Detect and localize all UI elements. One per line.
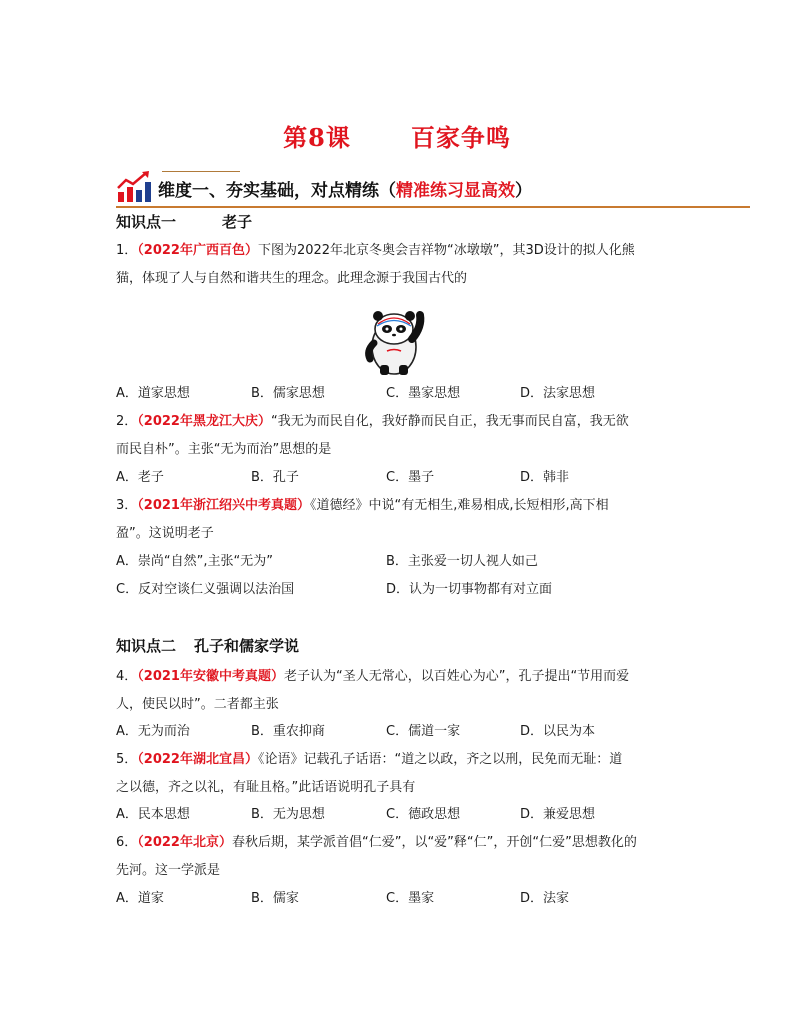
question-6-option-a: A．道家 [116,891,164,906]
question-1-option-b: B．儒家思想 [251,386,325,401]
question-1-option-a: A．道家思想 [116,386,190,401]
question-4-line-2: 人，使民以时”。二者都主张 [116,697,279,712]
bar-chart-trend-icon [116,170,152,204]
question-2-option-a: A．老子 [116,470,164,485]
question-6-option-c: C．墨家 [386,891,435,906]
question-4-line-1: 4．（2021年安徽中考真题）老子认为“圣人无常心，以百姓心为心”，孔子提出“节用而爱 [116,669,630,684]
question-4-option-c: C．儒道一家 [386,724,461,739]
dimension-rule [116,206,750,208]
question-3-option-b: B．主张爱一切人视人如己 [386,554,538,569]
question-5-option-c: C．德政思想 [386,807,461,822]
question-5-option-d: D．兼爱思想 [520,807,596,822]
lesson-title [0,118,794,153]
question-2-option-c: C．墨子 [386,470,435,485]
question-1-option-d: D．法家思想 [520,386,596,401]
lesson-name: 百家争鸣 [410,123,511,152]
question-3-line-2: 盈”。这说明老子 [116,526,214,541]
question-2-line-1: 2．（2022年黑龙江大庆）“我无为而民自化，我好静而民自正，我无事而民自富，我无欲 [116,414,629,429]
question-5-line-1: 5．（2022年湖北宜昌）《论语》记载孔子话语：“道之以政，齐之以刑，民免而无耻：道 [116,752,623,767]
question-3-line-1: 3．（2021年浙江绍兴中考真题）《道德经》中说“有无相生,难易相成,长短相形,高下相 [116,498,609,513]
question-5-option-a: A．民本思想 [116,807,190,822]
question-2-option-d: D．韩非 [520,470,570,485]
question-4-option-d: D．以民为本 [520,724,596,739]
question-3-option-a: A．崇尚“自然”,主张“无为” [116,554,273,569]
knowledge-point-2: 知识点二 孔子和儒家学说 [116,637,300,655]
question-4-option-b: B．重农抑商 [251,724,325,739]
dimension-heading: 维度一、夯实基础，对点精练（精准练习显高效） [158,181,532,201]
question-6-line-1: 6．（2022年北京）春秋后期，某学派首倡“仁爱”，以“爱”释“仁”，开创“仁爱”思想教化的 [116,835,637,850]
question-1-option-c: C．墨家思想 [386,386,461,401]
bing-dwen-dwen-mascot-image [360,303,432,377]
question-2-option-b: B．孔子 [251,470,299,485]
question-6-option-b: B．儒家 [251,891,299,906]
question-5-line-2: 之以德，齐之以礼，有耻且格。”此话语说明孔子具有 [116,780,416,795]
dimension-top-line [162,171,240,172]
lesson-number: 第8课 [283,123,351,152]
question-5-option-b: B．无为思想 [251,807,325,822]
question-3-option-d: D．认为一切事物都有对立面 [386,582,553,597]
question-2-line-2: 而民自朴”。主张“无为而治”思想的是 [116,442,332,457]
question-3-option-c: C．反对空谈仁义强调以法治国 [116,582,295,597]
question-4-option-a: A．无为而治 [116,724,190,739]
question-6-line-2: 先河。这一学派是 [116,863,221,878]
question-6-option-d: D．法家 [520,891,570,906]
question-1-line-1: 1．（2022年广西百色）下图为2022年北京冬奥会吉祥物“冰墩墩”，其3D设计的拟人化熊 [116,243,635,258]
question-1-line-2: 猫，体现了人与自然和谐共生的理念。此理念源于我国古代的 [116,271,468,286]
knowledge-point-1: 知识点一 老子 [116,213,253,231]
